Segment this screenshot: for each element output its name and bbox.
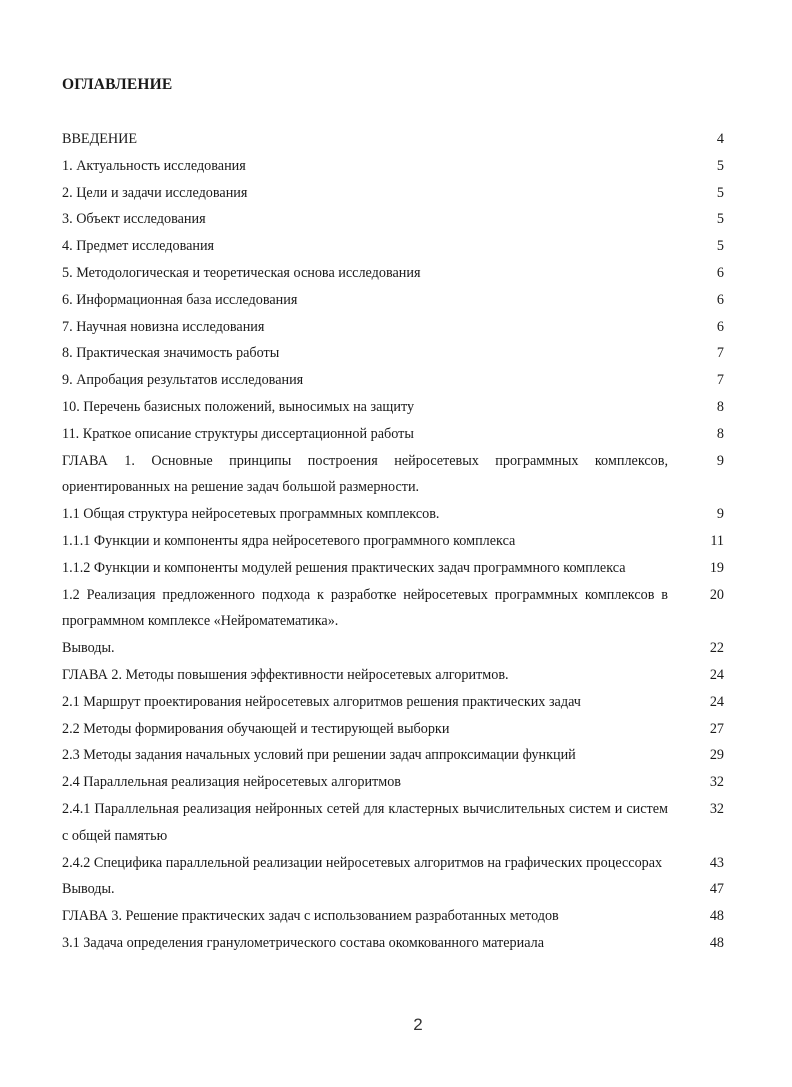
toc-entry-page: 48	[709, 934, 724, 951]
toc-entry-page: 8	[716, 398, 724, 415]
toc-entry	[62, 555, 724, 582]
toc-entry-page: 4	[716, 131, 724, 147]
toc-entry	[62, 394, 724, 421]
toc-entry-title: 9. Апробация результатов исследования	[62, 372, 304, 389]
toc-entry-title: 11. Краткое описание структуры диссертационной работы	[62, 425, 414, 442]
toc-entry	[62, 635, 724, 662]
toc-entry	[62, 448, 724, 502]
toc-entry	[62, 340, 724, 367]
toc-entry-title: 2.3 Методы задания начальных условий при решении задач аппроксимации функций	[62, 747, 576, 764]
toc-entry-page: 48	[709, 908, 724, 925]
toc-entry	[62, 582, 724, 636]
toc-entry-page: 5	[716, 211, 724, 228]
toc-entry-title: ГЛАВА 2. Методы повышения эффективности нейросетевых алгоритмов.	[62, 666, 509, 683]
toc-entry-page: 32	[709, 800, 724, 817]
toc-entry	[62, 206, 724, 233]
toc-entry-title: 2.4.2 Специфика параллельной реализации нейросетевых алгоритмов на графических процессорах	[62, 854, 663, 871]
toc-entry-page: 47	[709, 881, 724, 898]
toc-entry-title: 1.1.1 Функции и компоненты ядра нейросетевого программного комплекса	[62, 532, 516, 549]
toc-entry-title: 4. Предмет исследования	[62, 238, 215, 255]
toc-entry	[62, 742, 724, 769]
toc-entry-page: 8	[716, 425, 724, 442]
toc-entry-page: 5	[716, 238, 724, 255]
toc-entry-title: 2. Цели и задачи исследования	[62, 184, 248, 201]
toc-entry	[62, 421, 724, 448]
toc-entry	[62, 287, 724, 314]
toc-entry-page: 7	[716, 345, 724, 362]
toc-entry-title: 5. Методологическая и теоретическая основа исследования	[62, 264, 421, 281]
toc-entry-title: Выводы.	[62, 640, 115, 657]
toc-entry-page: 19	[709, 559, 724, 576]
toc-entry-title: 3.1 Задача определения гранулометрического состава окомкованного материала	[62, 934, 545, 951]
toc-entry-page: 6	[716, 264, 724, 281]
toc-entry-page: 6	[716, 318, 724, 335]
toc-entry-title: 1.2 Реализация предложенного подхода к разработке нейросетевых программных комплексов в программном комплексе «Нейроматематика».	[62, 586, 668, 630]
toc-entry-title: 8. Практическая значимость работы	[62, 345, 280, 362]
toc-entry-title: 2.1 Маршрут проектирования нейросетевых алгоритмов решения практических задач	[62, 693, 581, 710]
toc-entry-title: ГЛАВА 3. Решение практических задач с использованием разработанных методов	[62, 908, 559, 925]
toc-entry	[62, 796, 724, 850]
toc-entry-page: 9	[716, 506, 724, 523]
toc-entry-page: 27	[709, 720, 724, 737]
toc-entry-title: 2.2 Методы формирования обучающей и тестирующей выборки	[62, 720, 450, 737]
toc-entry-page: 7	[716, 372, 724, 389]
toc-entry-page: 24	[709, 666, 724, 683]
table-of-contents	[62, 126, 724, 957]
toc-entry-title: 7. Научная новизна исследования	[62, 318, 265, 335]
toc-entry-title: 6. Информационная база исследования	[62, 291, 298, 308]
toc-entry-title: 10. Перечень базисных положений, выносимых на защиту	[62, 398, 415, 415]
toc-entry-title: ВВЕДЕНИЕ	[62, 131, 138, 147]
toc-entry	[62, 528, 724, 555]
toc-entry-title: 3. Объект исследования	[62, 211, 206, 228]
toc-entry	[62, 930, 724, 957]
toc-entry	[62, 850, 724, 877]
toc-entry-page: 20	[709, 586, 724, 603]
toc-entry-page: 43	[709, 854, 724, 871]
page-title: ОГЛАВЛЕНИЕ	[62, 76, 173, 93]
toc-entry	[62, 662, 724, 689]
toc-entry-page: 29	[709, 747, 724, 764]
toc-entry	[62, 903, 724, 930]
toc-entry-page: 11	[710, 532, 724, 549]
toc-entry	[62, 501, 724, 528]
toc-entry	[62, 716, 724, 743]
toc-entry	[62, 126, 724, 153]
toc-entry	[62, 233, 724, 260]
toc-entry	[62, 367, 724, 394]
toc-entry	[62, 689, 724, 716]
toc-entry-title: Выводы.	[62, 881, 115, 898]
toc-entry	[62, 180, 724, 207]
toc-entry-title: 2.4 Параллельная реализация нейросетевых алгоритмов	[62, 774, 402, 791]
toc-entry-page: 5	[716, 184, 724, 201]
toc-entry	[62, 153, 724, 180]
toc-entry	[62, 769, 724, 796]
toc-entry	[62, 260, 724, 287]
toc-entry-page: 32	[709, 774, 724, 791]
toc-entry	[62, 314, 724, 341]
toc-entry-page: 24	[709, 693, 724, 710]
toc-entry-title: 1.1.2 Функции и компоненты модулей решения практических задач программного комплекса	[62, 559, 626, 576]
toc-entry-title: 1. Актуальность исследования	[62, 157, 246, 174]
toc-entry-page: 6	[716, 291, 724, 308]
toc-entry	[62, 876, 724, 903]
toc-entry-page: 9	[716, 452, 724, 469]
toc-entry-page: 22	[709, 640, 724, 657]
page-number: 2	[413, 1015, 423, 1034]
toc-entry-title: ГЛАВА 1. Основные принципы построения нейросетевых программных комплексов, ориентированных на решение задач большой размерности.	[62, 452, 668, 496]
toc-entry-page: 5	[716, 157, 724, 174]
toc-entry-title: 1.1 Общая структура нейросетевых программных комплексов.	[62, 506, 440, 523]
toc-entry-title: 2.4.1 Параллельная реализация нейронных сетей для кластерных вычислительных систем и систем с общей памятью	[62, 800, 668, 844]
